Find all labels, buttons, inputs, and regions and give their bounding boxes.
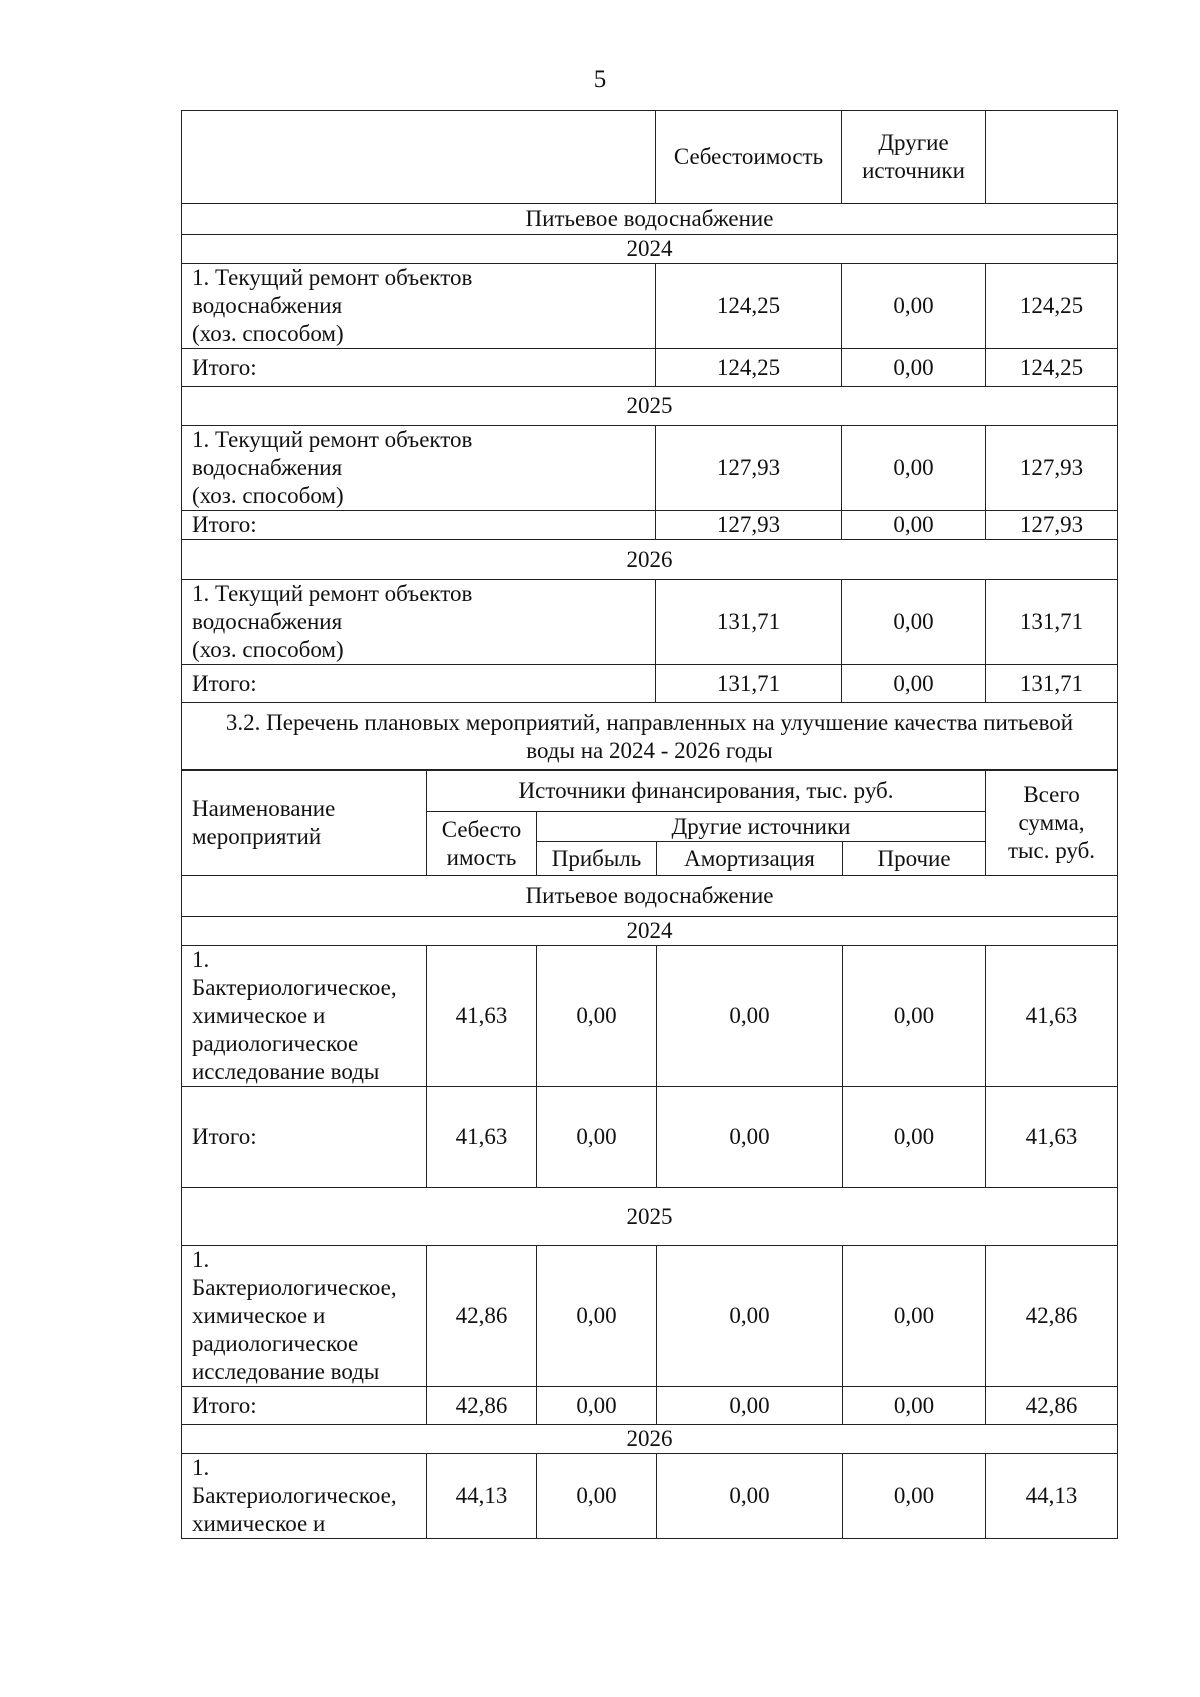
profit-value: 0,00 xyxy=(537,1454,657,1539)
header-empty-cell xyxy=(182,111,656,204)
itogo-total: 42,86 xyxy=(986,1387,1118,1425)
table-row xyxy=(182,580,1118,665)
page-number: 5 xyxy=(593,66,607,93)
other-value: 0,00 xyxy=(842,264,986,349)
total-value: 44,13 xyxy=(986,1454,1118,1539)
item-name: 1. Бактериологическое, химическое и радиологическое исследование воды xyxy=(182,946,427,1087)
itogo-profit: 0,00 xyxy=(537,1087,657,1188)
cost-value: 124,25 xyxy=(656,264,842,349)
itogo-other: 0,00 xyxy=(842,349,986,387)
table-row xyxy=(182,1246,1118,1387)
year-row: 2024 xyxy=(182,917,1118,946)
top-table xyxy=(181,110,1117,771)
itogo-label: Итого: xyxy=(182,511,656,540)
year-row: 2024 xyxy=(182,235,1118,264)
itogo-other: 0,00 xyxy=(842,511,986,540)
header-other-sources: Другие источники xyxy=(537,812,986,842)
header-total: Всего сумма, тыс. руб. xyxy=(986,770,1118,876)
header-empty-total xyxy=(986,111,1118,204)
section-32-title: 3.2. Перечень плановых мероприятий, направленных на улучшение качества питьевой воды на 2024 - 2026 годы xyxy=(182,703,1118,771)
itogo-label: Итого: xyxy=(182,1087,427,1188)
itogo-cost: 41,63 xyxy=(427,1087,537,1188)
other-value: 0,00 xyxy=(843,1454,986,1539)
itogo-cost: 127,93 xyxy=(656,511,842,540)
itogo-amortization: 0,00 xyxy=(657,1087,843,1188)
table-row xyxy=(182,946,1118,1087)
item-name: 1. Текущий ремонт объектов водоснабжения (хоз. способом) xyxy=(182,580,656,665)
table-row xyxy=(182,1454,1118,1539)
amortization-value: 0,00 xyxy=(657,946,843,1087)
header-cost: Себестоимость xyxy=(656,111,842,204)
amortization-value: 0,00 xyxy=(657,1454,843,1539)
header-profit: Прибыль xyxy=(537,842,657,876)
header-cost: Себесто имость xyxy=(427,812,537,876)
cost-value: 131,71 xyxy=(656,580,842,665)
total-value: 131,71 xyxy=(986,580,1118,665)
table-row xyxy=(182,264,1118,349)
header-amortization: Амортизация xyxy=(657,842,843,876)
itogo-label: Итого: xyxy=(182,349,656,387)
itogo-row xyxy=(182,1087,1118,1188)
item-name: 1. Бактериологическое, химическое и xyxy=(182,1454,427,1539)
cost-value: 41,63 xyxy=(427,946,537,1087)
other-value: 0,00 xyxy=(843,1246,986,1387)
itogo-cost: 131,71 xyxy=(656,665,842,703)
itogo-amortization: 0,00 xyxy=(657,1387,843,1425)
itogo-row xyxy=(182,1387,1118,1425)
top-header-row xyxy=(182,111,1118,204)
itogo-other: 0,00 xyxy=(842,665,986,703)
header-other-line2: источники xyxy=(862,158,965,183)
itogo-profit: 0,00 xyxy=(537,1387,657,1425)
itogo-total: 41,63 xyxy=(986,1087,1118,1188)
profit-value: 0,00 xyxy=(537,946,657,1087)
itogo-total: 127,93 xyxy=(986,511,1118,540)
other-value: 0,00 xyxy=(842,426,986,511)
table-row xyxy=(182,426,1118,511)
header-other: Прочие xyxy=(843,842,986,876)
itogo-other: 0,00 xyxy=(843,1387,986,1425)
bottom-table xyxy=(181,769,1117,1539)
section-title: Питьевое водоснабжение xyxy=(182,876,1118,917)
section-title: Питьевое водоснабжение xyxy=(182,204,1118,235)
header-other-sources xyxy=(842,111,986,204)
itogo-row xyxy=(182,511,1118,540)
itogo-cost: 124,25 xyxy=(656,349,842,387)
itogo-other: 0,00 xyxy=(843,1087,986,1188)
year-row: 2025 xyxy=(182,387,1118,426)
amortization-value: 0,00 xyxy=(657,1246,843,1387)
other-value: 0,00 xyxy=(842,580,986,665)
itogo-row xyxy=(182,665,1118,703)
year-row: 2026 xyxy=(182,540,1118,580)
total-value: 124,25 xyxy=(986,264,1118,349)
profit-value: 0,00 xyxy=(537,1246,657,1387)
itogo-total: 131,71 xyxy=(986,665,1118,703)
cost-value: 42,86 xyxy=(427,1246,537,1387)
itogo-label: Итого: xyxy=(182,665,656,703)
total-value: 41,63 xyxy=(986,946,1118,1087)
bottom-header-row xyxy=(182,770,1118,812)
itogo-total: 124,25 xyxy=(986,349,1118,387)
total-value: 42,86 xyxy=(986,1246,1118,1387)
header-sources: Источники финансирования, тыс. руб. xyxy=(427,770,986,812)
other-value: 0,00 xyxy=(843,946,986,1087)
header-other-line1: Другие xyxy=(878,130,949,155)
itogo-row xyxy=(182,349,1118,387)
year-row: 2026 xyxy=(182,1425,1118,1454)
header-name: Наименование мероприятий xyxy=(182,770,427,876)
itogo-label: Итого: xyxy=(182,1387,427,1425)
cost-value: 127,93 xyxy=(656,426,842,511)
item-name: 1. Текущий ремонт объектов водоснабжения (хоз. способом) xyxy=(182,264,656,349)
item-name: 1. Текущий ремонт объектов водоснабжения (хоз. способом) xyxy=(182,426,656,511)
total-value: 127,93 xyxy=(986,426,1118,511)
item-name: 1. Бактериологическое, химическое и радиологическое исследование воды xyxy=(182,1246,427,1387)
year-row: 2025 xyxy=(182,1188,1118,1246)
itogo-cost: 42,86 xyxy=(427,1387,537,1425)
cost-value: 44,13 xyxy=(427,1454,537,1539)
